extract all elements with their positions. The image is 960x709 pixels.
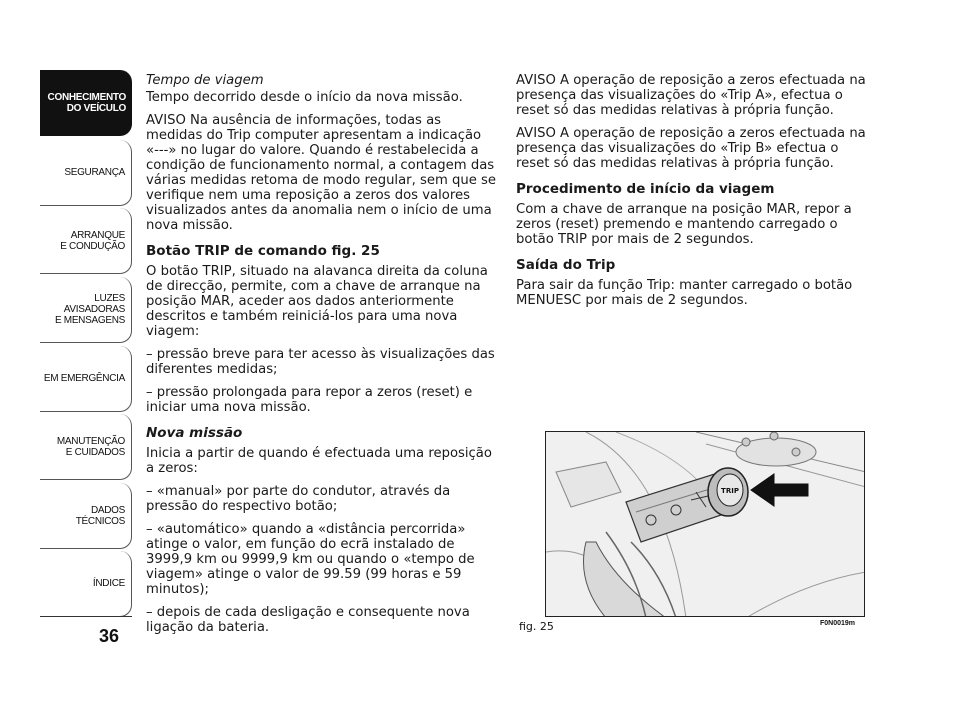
figure-code: F0N0019m	[820, 620, 856, 627]
notice-paragraph: AVISO A operação de reposição a zeros efectuada na presença das visualizações do «Trip A», efectua o reset só das medidas relativas à própria função.	[516, 73, 866, 118]
tab-label: CONHECIMENTO DO VEÍCULO	[47, 92, 126, 114]
section-heading: Procedimento de início da viagem	[516, 181, 775, 197]
paragraph: Para sair da função Trip: manter carregado o botão MENUESC por mais de 2 segundos.	[516, 278, 853, 308]
tab-emergencia[interactable]	[40, 346, 132, 412]
lever-illustration	[546, 432, 865, 617]
figure-caption: fig. 25	[519, 620, 554, 633]
tab-label: EM EMERGÊNCIA	[43, 373, 125, 384]
text-column-left	[146, 73, 496, 643]
tab-arranque[interactable]	[40, 208, 132, 274]
figure-trip-lever	[545, 431, 865, 617]
tab-dados[interactable]	[40, 483, 132, 549]
tab-label: DADOS TÉCNICOS	[75, 504, 125, 527]
paragraph: Com a chave de arranque na posição MAR, repor a zeros (reset) premendo e mantendo carregado o botão TRIP por mais de 2 segundos.	[516, 202, 852, 247]
tab-label: SEGURANÇA	[64, 167, 125, 178]
section-heading: Saída do Trip	[516, 257, 616, 273]
trip-button-label: TRIP	[721, 487, 739, 495]
list-item: – depois de cada desligação e consequente nova ligação da bateria.	[146, 605, 470, 635]
tab-label: ARRANQUE E CONDUÇÃO	[60, 229, 125, 252]
tabs-divider	[40, 616, 132, 617]
list-item: – «automático» quando a «distância percorrida» atinge o valor, em função do ecrã instalado de 3999,9 km ou 9999,9 km ou quando o «tempo de viagem» atinge o valor de 99.59 (99 horas e 59 minutos);	[146, 522, 475, 597]
tab-label: ÍNDICE	[92, 578, 125, 589]
tab-luzes[interactable]	[40, 277, 132, 343]
paragraph: O botão TRIP, situado na alavanca direita da coluna de direcção, permite, com a chave de arranque na posição MAR, aceder aos dados anteriormente descritos e também reiniciá-los para uma nova viagem:	[146, 264, 488, 339]
text-column-right	[516, 73, 866, 316]
tab-conhecimento[interactable]	[40, 70, 132, 136]
section-heading: Nova missão	[146, 425, 243, 441]
tab-label: MANUTENÇÃO E CUIDADOS	[56, 435, 125, 458]
tab-label: LUZES AVISADORAS E MENSAGENS	[54, 293, 125, 326]
subheading-tempo: Tempo de viagem	[146, 73, 264, 88]
notice-paragraph: AVISO A operação de reposição a zeros efectuada na presença das visualizações do «Trip B» efectua o reset só das medidas relativas à própria função.	[516, 126, 866, 171]
tab-seguranca[interactable]	[40, 140, 132, 206]
section-heading: Botão TRIP de comando fig. 25	[146, 243, 380, 259]
page-number: 36	[99, 626, 120, 646]
list-item: – pressão prolongada para repor a zeros (reset) e iniciar uma nova missão.	[146, 385, 473, 415]
tab-indice[interactable]	[40, 551, 132, 617]
paragraph: Tempo decorrido desde o início da nova missão.	[146, 90, 463, 105]
list-item: – «manual» por parte do condutor, através da pressão do respectivo botão;	[146, 484, 451, 514]
tab-manutencao[interactable]	[40, 414, 132, 480]
paragraph: Inicia a partir de quando é efectuada uma reposição a zeros:	[146, 446, 492, 476]
notice-paragraph: AVISO Na ausência de informações, todas as medidas do Trip computer apresentam a indicação «---» no lugar do valore. Quando é restabelecida a condição de funcionamento normal, a contagem das várias medidas retoma de modo regular, sem que se verifique nem uma reposição a zeros dos valores visualizados antes da anomalia nem o início de uma nova missão.	[146, 113, 497, 233]
list-item: – pressão breve para ter acesso às visualizações das diferentes medidas;	[146, 347, 495, 377]
